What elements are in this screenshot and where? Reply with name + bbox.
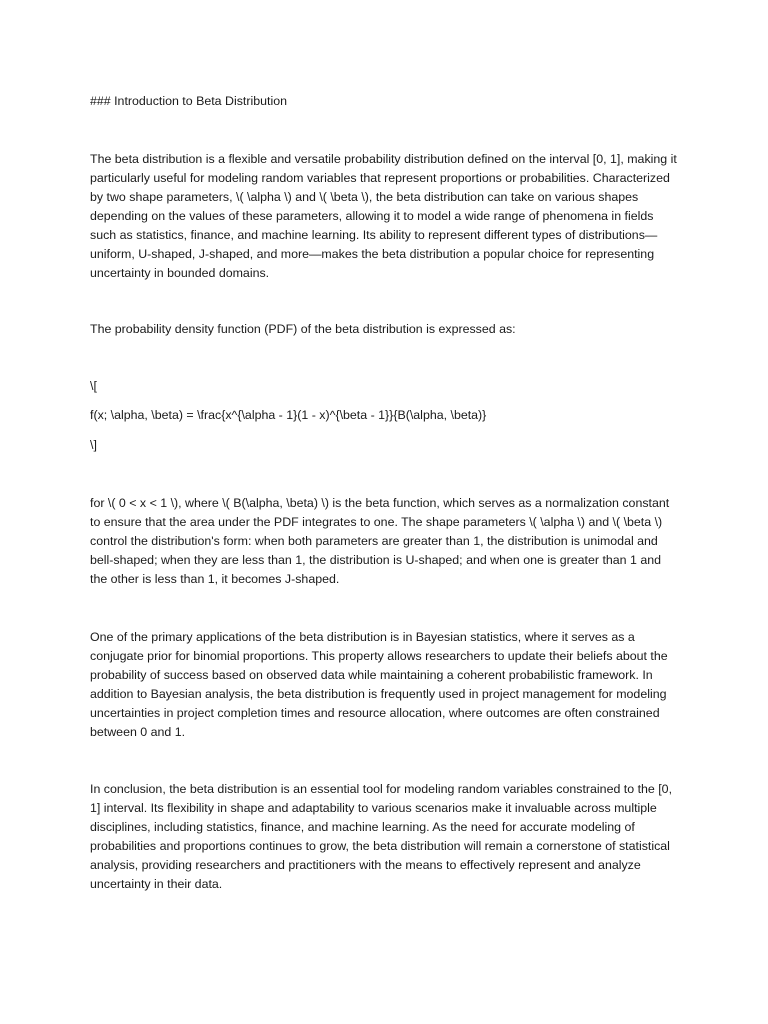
shape-parameters-paragraph: for \( 0 < x < 1 \), where \( B(\alpha, \beta) \) is the beta function, which serves as a normalization constant to ensure that the area under the PDF integrates to one. The shape parameters \( \alpha \) and \( \beta \) control the distribution's form: when both parameters are greater than 1, the distribution is unimodal and bell-shaped; when they are less than 1, the distribution is U-shaped; and when one is greater than 1 and the other is less than 1, it becomes J-shaped.: [90, 496, 670, 586]
math-formula: f(x; \alpha, \beta) = \frac{x^{\alpha - 1}(1 - x)^{\beta - 1}}{B(\alpha, \beta)}: [90, 408, 487, 422]
applications-paragraph: One of the primary applications of the beta distribution is in Bayesian statistics, where it serves as a conjugate prior for binomial proportions. This property allows researchers to update their beliefs about the probability of success based on observed data while maintaining a coherent probabilistic framework. In addition to Bayesian analysis, the beta distribution is frequently used in project management for modeling uncertainties in project completion times and resource allocation, where outcomes are often constrained between 0 and 1.: [90, 630, 668, 739]
math-close-delimiter: \]: [90, 438, 97, 452]
intro-paragraph: The beta distribution is a flexible and versatile probability distribution defined on the interval [0, 1], making it particularly useful for modeling random variables that represent proportions or probabilities. Characterized by two shape parameters, \( \alpha \) and \( \beta \), the beta distribution can take on various shapes depending on the values of these parameters, allowing it to model a wide range of phenomena in fields such as statistics, finance, and machine learning. Its ability to represent different types of distributions—uniform, U-shaped, J-shaped, and more—makes the beta distribution a popular choice for representing uncertainty in bounded domains.: [90, 152, 677, 280]
document-heading: ### Introduction to Beta Distribution: [90, 94, 287, 108]
math-open-delimiter: \[: [90, 379, 97, 393]
conclusion-paragraph: In conclusion, the beta distribution is an essential tool for modeling random variables constrained to the [0, 1] interval. Its flexibility in shape and adaptability to various scenarios make it invaluable across multiple disciplines, including statistics, finance, and machine learning. As the need for accurate modeling of probabilities and proportions continues to grow, the beta distribution will remain a cornerstone of statistical analysis, providing researchers and practitioners with the means to effectively represent and analyze uncertainty in their data.: [90, 782, 673, 891]
pdf-intro-paragraph: The probability density function (PDF) of the beta distribution is expressed as:: [90, 322, 516, 336]
